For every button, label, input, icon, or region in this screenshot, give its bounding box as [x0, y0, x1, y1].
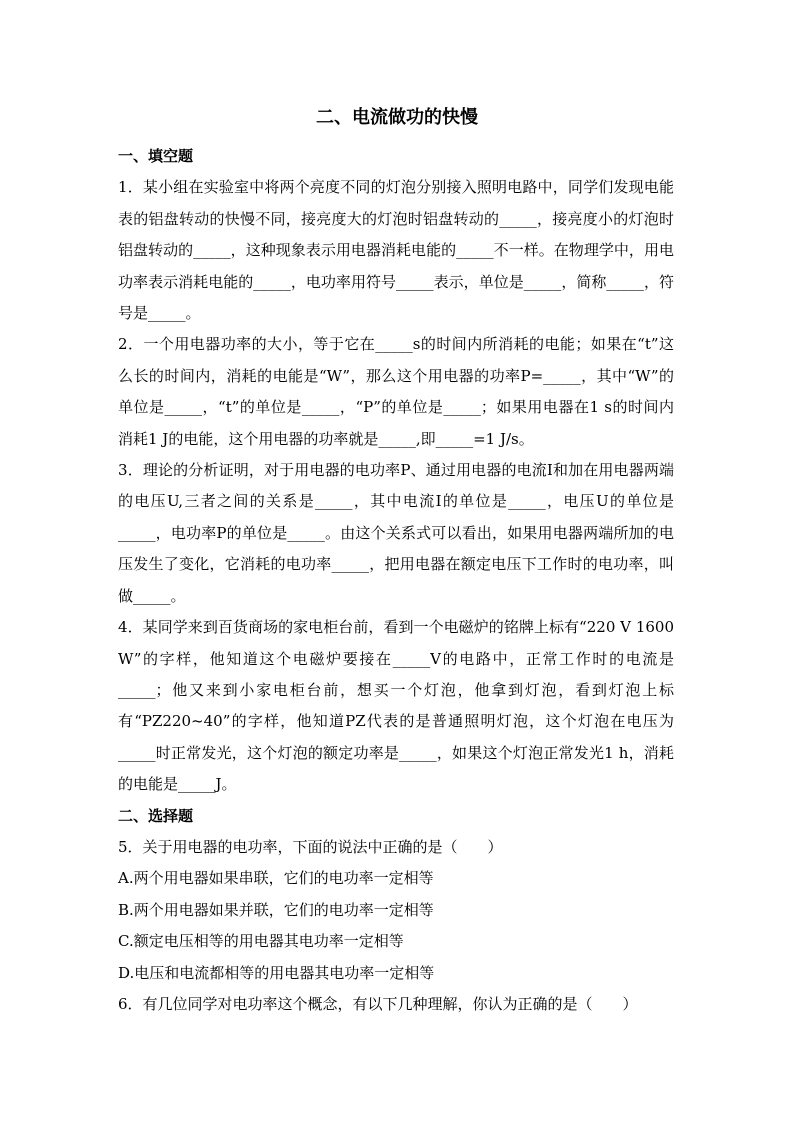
question-5-option-b: B.两个用电器如果并联，它们的电功率一定相等: [118, 900, 434, 919]
section-heading-fill-in: 一、填空题: [118, 147, 194, 165]
section-heading-choice: 二、选择题: [118, 806, 194, 825]
question-5-option-c: C.额定电压相等的用电器其电功率一定相等: [118, 932, 404, 951]
question-1: 1．某小组在实验室中将两个亮度不同的灯泡分别接入照明电路中，同学们发现电能表的铝盘转动的快慢不同，接亮度大的灯泡时铝盘转动的_____，接亮度小的灯泡时铝盘转动的_____，这种现象表示用电器消耗电能的_____不一样。在物理学中，用电功率表示消耗电能的_____，电功率用符号_____表示，单位是_____，简称_____，符号是_____。: [118, 178, 674, 323]
question-5: 5．关于用电器的电功率，下面的说法中正确的是（ ）: [118, 837, 503, 856]
question-6: 6．有几位同学对电功率这个概念，有以下几种理解，你认为正确的是（ ）: [118, 994, 638, 1013]
page-title: 二、电流做功的快慢: [316, 107, 478, 128]
question-2: 2．一个用电器功率的大小，等于它在_____s的时间内所消耗的电能；如果在“t”这么长的时间内，消耗的电能是“W”，那么这个用电器的功率P=_____，其中“W”的单位是_____，“t”的单位是_____，“P”的单位是_____；如果用电器在1 s的时间内消耗1 J的电能，这个用电器的功率就是_____,即_____=1 J/s。: [118, 335, 674, 448]
content: [118, 141, 674, 1020]
question-3: 3．理论的分析证明，对于用电器的电功率P、通过用电器的电流I和加在用电器两端的电压U,三者之间的关系是_____，其中电流I的单位是_____，电压U的单位是_____，电功率P的单位是_____。由这个关系式可以看出，如果用电器两端所加的电压发生了变化，它消耗的电功率_____，把用电器在额定电压下工作时的电功率，叫做_____。: [118, 461, 674, 605]
question-4: 4．某同学来到百货商场的家电柜台前，看到一个电磁炉的铭牌上标有“220 V 1600 W”的字样，他知道这个电磁炉要接在_____V的电路中，正常工作时的电流是_____；他又来到小家电柜台前，想买一个灯泡，他拿到灯泡，看到灯泡上标有“PZ220~40”的字样，他知道PZ代表的是普通照明灯泡，这个灯泡在电压为_____时正常发光，这个灯泡的额定功率是_____，如果这个灯泡正常发光1 h，消耗的电能是_____J。: [118, 618, 674, 794]
question-5-option-a: A.两个用电器如果串联，它们的电功率一定相等: [118, 869, 434, 888]
question-5-option-d: D.电压和电流都相等的用电器其电功率一定相等: [118, 963, 435, 982]
